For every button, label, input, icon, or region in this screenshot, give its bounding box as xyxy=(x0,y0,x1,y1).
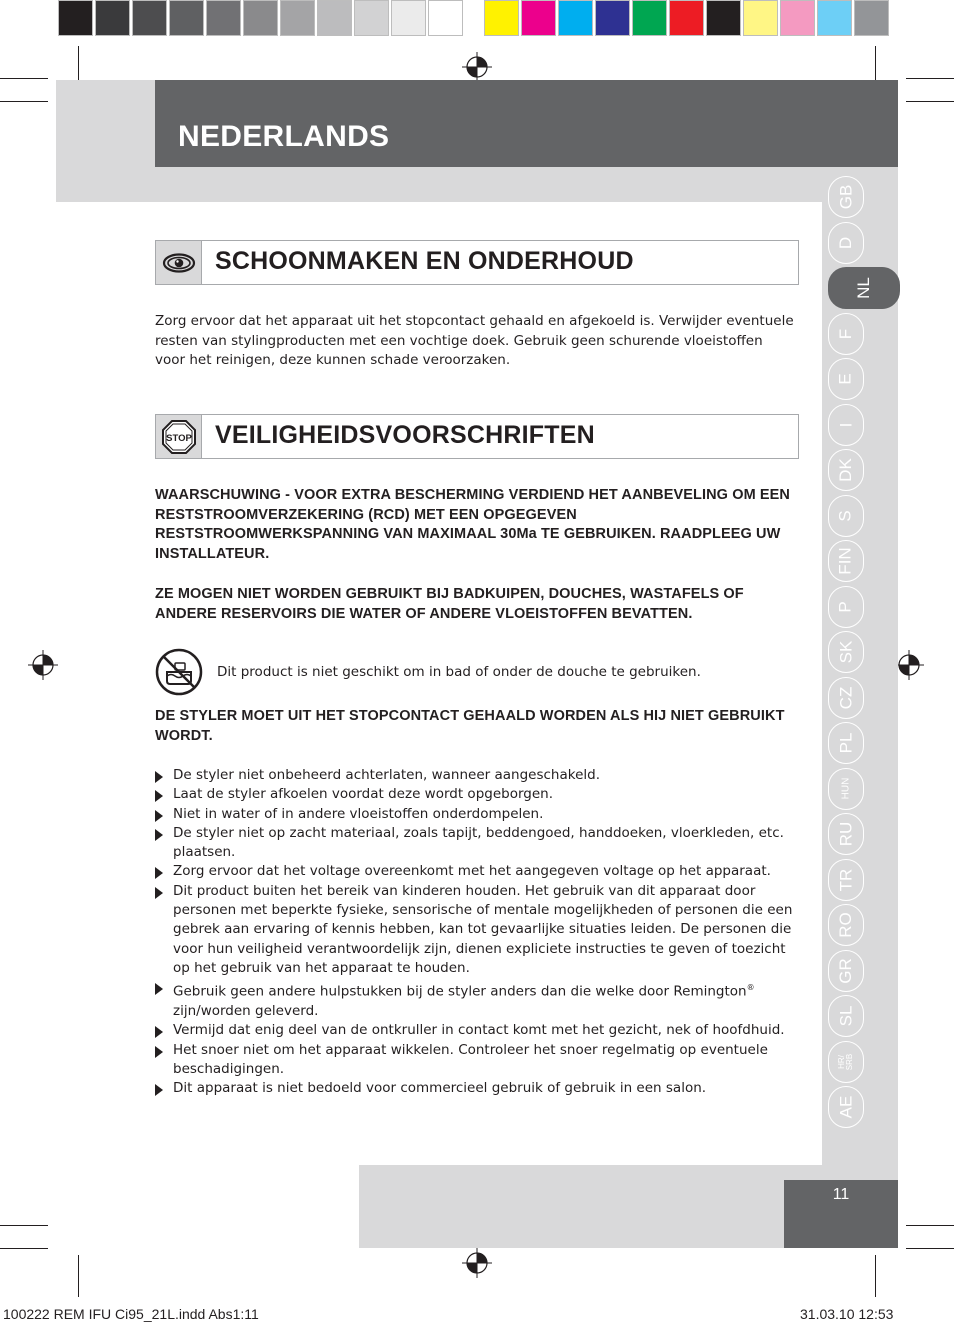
arrow-bullet-icon xyxy=(155,771,163,783)
page-title: NEDERLANDS xyxy=(178,120,390,153)
language-tab-label: FIN xyxy=(835,547,855,575)
language-tab-label: TR xyxy=(835,868,855,891)
language-tab-ae[interactable] xyxy=(828,1086,864,1128)
language-tab-ru[interactable] xyxy=(828,813,864,855)
language-tab-p[interactable] xyxy=(828,586,864,628)
safety-list xyxy=(155,766,795,1099)
language-tab-label: DK xyxy=(836,458,855,482)
color-swatch xyxy=(632,0,667,36)
registration-mark-icon xyxy=(28,650,58,680)
rcd-warning: WAARSCHUWING - VOOR EXTRA BESCHERMING VERDIEND HET AANBEVELING OM EEN RESTSTROOMVERZEKERING (RCD) MET EEN OPGEGEVEN RESTSTROOMWERKSPANNING VAN MAXIMAAL 30Ma TE GEBRUIKEN. RAADPLEEG UW INSTALLATEUR. xyxy=(155,487,790,562)
stop-sign-icon xyxy=(156,415,202,458)
color-swatch xyxy=(780,0,815,36)
section-bar-safety xyxy=(155,414,799,459)
language-tab-label: SL xyxy=(835,1005,855,1027)
language-tab-label: GR xyxy=(836,957,855,984)
language-tab-d[interactable] xyxy=(828,222,864,264)
language-tab-label: HUN xyxy=(840,777,852,800)
language-tab-label: I xyxy=(835,422,855,427)
crop-mark xyxy=(906,78,954,79)
eye-icon xyxy=(156,241,202,284)
language-tab-label: E xyxy=(836,373,855,385)
section-bar-cleaning xyxy=(155,240,799,285)
language-tab-label: CZ xyxy=(835,686,855,709)
crop-mark xyxy=(906,1225,954,1226)
color-swatch xyxy=(817,0,852,36)
water-warning: ZE MOGEN NIET WORDEN GEBRUIKT BIJ BADKUIPEN, DOUCHES, WASTAFELS OF ANDERE RESERVOIRS DIE WATER OF ANDERE VLOEISTOFFEN BEVATTEN. xyxy=(155,586,744,622)
language-tab-gb[interactable] xyxy=(828,176,864,218)
color-swatch xyxy=(484,0,519,36)
crop-mark xyxy=(0,1248,48,1249)
registration-mark-icon xyxy=(894,650,924,680)
language-tab-nl[interactable] xyxy=(828,267,900,309)
crop-mark xyxy=(78,46,79,84)
language-tab-pl[interactable] xyxy=(828,722,864,764)
language-tab-label: GB xyxy=(836,184,855,210)
color-swatch xyxy=(854,0,889,36)
list-item: Dit product buiten het bereik van kinderen houden. Het gebruik van dit apparaat door personen met beperkte fysieke, sensorische of mentale mogelijkheden of personen die een gebrek aan ervaring of kennis hebben, kan tot gevaarlijke situaties leiden. De personen die voor hun veiligheid verantwoordelijk zijn, dienen expliciete instructies te geven of toezicht op het gebruik van het apparaat te houden. xyxy=(155,882,795,978)
crop-mark xyxy=(906,1248,954,1249)
no-bath-icon xyxy=(155,648,203,696)
language-tab-label: SK xyxy=(836,640,855,664)
color-swatch xyxy=(391,0,426,36)
language-tab-label: S xyxy=(836,509,855,522)
color-swatch xyxy=(206,0,241,36)
language-tab-hun[interactable] xyxy=(828,768,864,810)
crop-mark xyxy=(0,1225,48,1226)
grayscale-color-bar xyxy=(58,0,465,38)
arrow-bullet-icon xyxy=(155,829,163,841)
language-tab-ro[interactable] xyxy=(828,904,864,946)
language-tab-dk[interactable] xyxy=(828,449,864,491)
color-swatch xyxy=(280,0,315,36)
language-tab-s[interactable] xyxy=(828,495,864,537)
language-tab-i[interactable] xyxy=(828,404,864,446)
color-swatch xyxy=(354,0,389,36)
color-swatch xyxy=(558,0,593,36)
header-side-panel xyxy=(56,80,155,202)
registration-mark-icon xyxy=(462,1248,492,1278)
language-tab-label: P xyxy=(836,600,855,613)
language-tab-e[interactable] xyxy=(828,358,864,400)
list-item: Het snoer niet om het apparaat wikkelen. Controleer het snoer regelmatig op eventuele beschadigingen. xyxy=(155,1041,795,1080)
crop-mark xyxy=(875,1255,876,1297)
language-tab-sk[interactable] xyxy=(828,631,864,673)
bath-note: Dit product is niet geschikt om in bad of onder de douche te gebruiken. xyxy=(217,664,701,680)
language-tab-label: D xyxy=(836,236,855,249)
page-number-box xyxy=(784,1180,898,1248)
registration-mark-icon xyxy=(462,52,492,82)
language-tab-gr[interactable] xyxy=(828,950,864,992)
color-swatch xyxy=(743,0,778,36)
language-tab-cz[interactable] xyxy=(828,677,864,719)
language-tab-label: NL xyxy=(853,277,873,299)
print-file-info: 100222 REM IFU Ci95_21L.indd Abs1:11 xyxy=(3,1306,259,1322)
color-swatch xyxy=(595,0,630,36)
list-item: Laat de styler afkoelen voordat deze wordt opgeborgen. xyxy=(155,785,795,804)
color-swatch xyxy=(428,0,463,36)
color-swatch xyxy=(521,0,556,36)
arrow-bullet-icon xyxy=(155,790,163,802)
registered-mark: ® xyxy=(746,983,755,993)
language-tab-label: RU xyxy=(836,821,855,847)
arrow-bullet-icon xyxy=(155,867,163,879)
print-date-info: 31.03.10 12:53 xyxy=(800,1306,894,1322)
list-item: Zorg ervoor dat het voltage overeenkomt met het aangegeven voltage op het apparaat. xyxy=(155,862,795,881)
language-tab-label: RO xyxy=(836,912,855,938)
color-swatch xyxy=(669,0,704,36)
list-item: Vermijd dat enig deel van de ontkruller in contact komt met het gezicht, nek of hoofdhuid. xyxy=(155,1021,795,1040)
language-tab-hrsrb[interactable] xyxy=(828,1041,864,1083)
stop-sign-label: STOP xyxy=(165,432,192,444)
language-tab-label: F xyxy=(835,328,855,339)
section-title: SCHOONMAKEN EN ONDERHOUD xyxy=(215,247,634,275)
list-item: De styler niet onbeheerd achterlaten, wanneer aangeschakeld. xyxy=(155,766,795,785)
list-item: Dit apparaat is niet bedoeld voor commercieel gebruik of gebruik in een salon. xyxy=(155,1079,795,1098)
arrow-bullet-icon xyxy=(155,810,163,822)
crop-mark xyxy=(0,101,48,102)
language-tab-label: PL xyxy=(835,732,855,754)
color-swatch xyxy=(706,0,741,36)
unplug-warning: DE STYLER MOET UIT HET STOPCONTACT GEHAALD WORDEN ALS HIJ NIET GEBRUIKT WORDT. xyxy=(155,708,785,744)
language-tab-f[interactable] xyxy=(828,313,864,355)
color-swatch xyxy=(58,0,93,36)
color-swatch xyxy=(317,0,352,36)
crop-mark xyxy=(875,46,876,84)
arrow-bullet-icon xyxy=(155,1046,163,1058)
language-tab-sl[interactable] xyxy=(828,995,864,1037)
arrow-bullet-icon xyxy=(155,887,163,899)
color-swatch xyxy=(95,0,130,36)
arrow-bullet-icon xyxy=(155,1026,163,1038)
list-item: Gebruik geen andere hulpstukken bij de styler anders dan die welke door Remington® zijn/worden geleverd. xyxy=(155,978,795,1021)
arrow-bullet-icon xyxy=(155,983,163,995)
section-title: VEILIGHEIDSVOORSCHRIFTEN xyxy=(215,421,595,449)
language-tab-fin[interactable] xyxy=(828,540,864,582)
color-swatch xyxy=(243,0,278,36)
language-tab-tr[interactable] xyxy=(828,859,864,901)
language-tab-label: AE xyxy=(836,1095,855,1119)
language-tabs xyxy=(826,176,873,1126)
header-strip xyxy=(155,167,822,202)
color-swatch xyxy=(169,0,204,36)
list-item: Niet in water of in andere vloeistoffen onderdompelen. xyxy=(155,805,795,824)
crop-mark xyxy=(906,101,954,102)
language-tab-label: HR/ SRB xyxy=(837,1053,854,1070)
process-color-bar xyxy=(484,0,891,38)
crop-mark xyxy=(0,78,48,79)
arrow-bullet-icon xyxy=(155,1084,163,1096)
page-number: 11 xyxy=(832,1186,850,1203)
cleaning-paragraph: Zorg ervoor dat het apparaat uit het stopcontact gehaald en afgekoeld is. Verwijder eventuele resten van stylingproducten met een vochtige doek. Gebruik geen schurende vloeistoffen voor het reinigen, deze kunnen schade veroorzaken. xyxy=(155,313,794,368)
color-swatch xyxy=(132,0,167,36)
list-item: De styler niet op zacht materiaal, zoals tapijt, beddengoed, handdoeken, vloerkleden, etc. plaatsen. xyxy=(155,824,795,863)
crop-mark xyxy=(78,1255,79,1297)
